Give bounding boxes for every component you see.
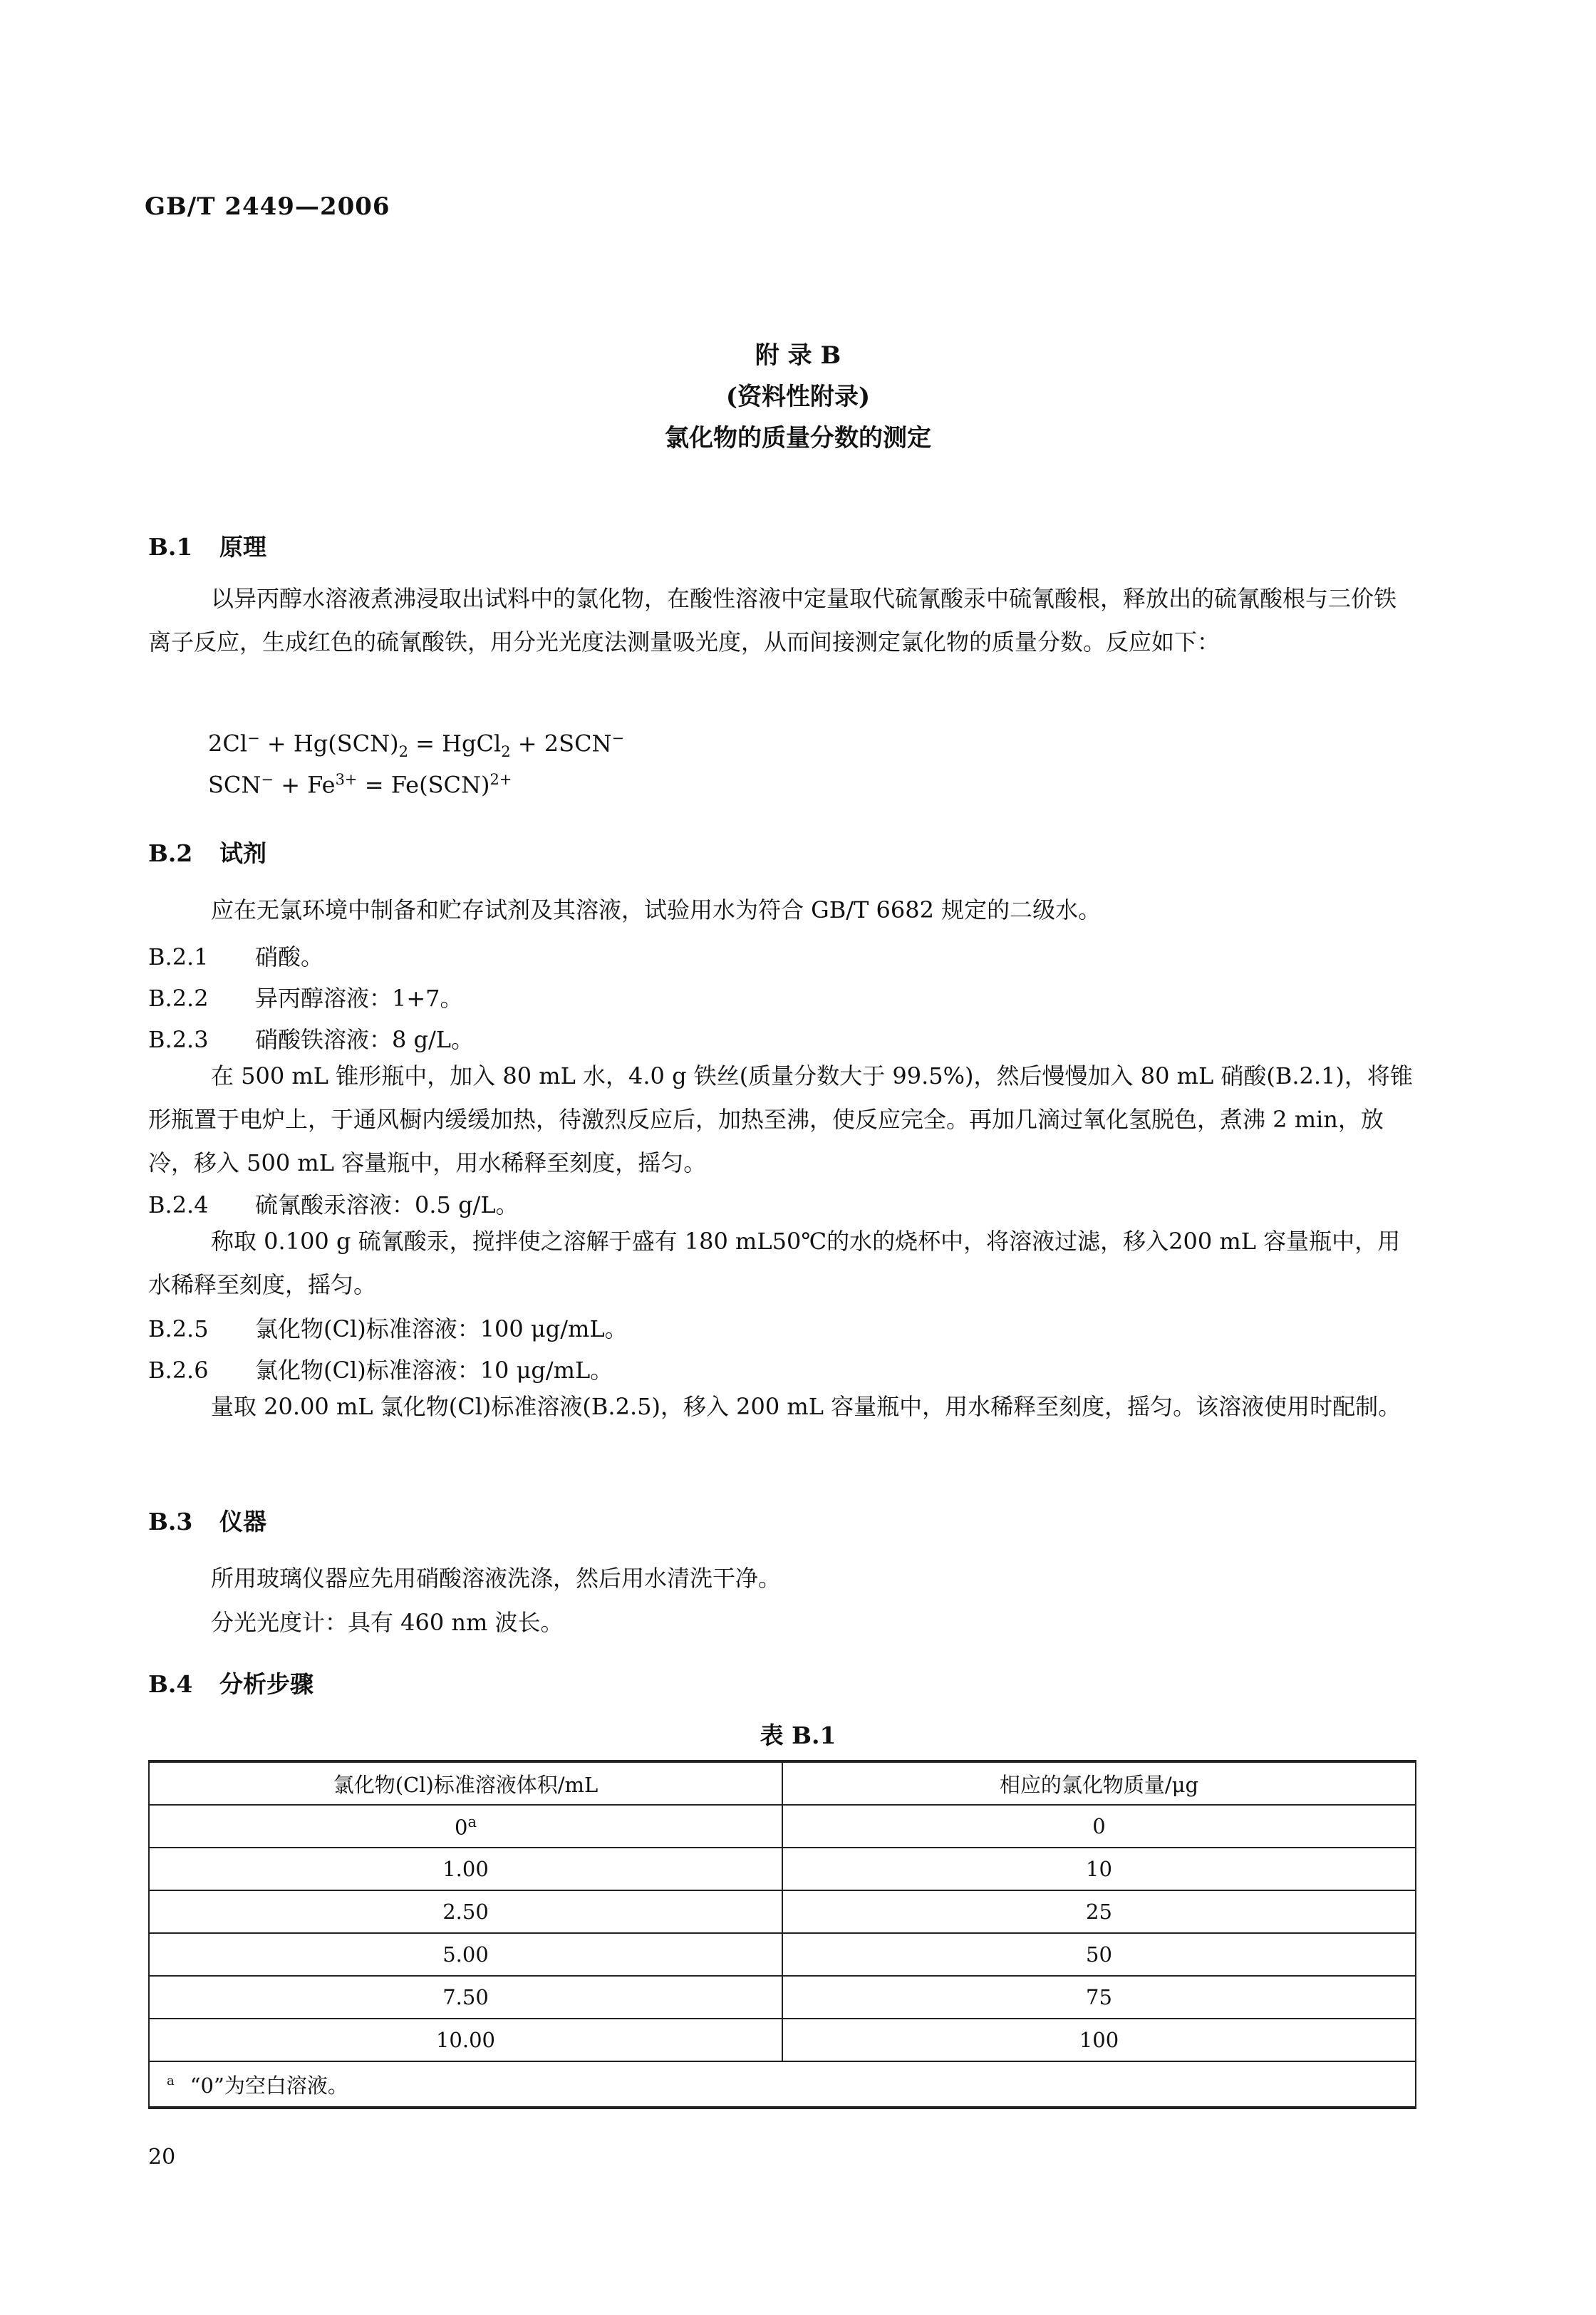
reagent-detail-b23: 在 500 mL 锥形瓶中，加入 80 mL 水，4.0 g 铁丝(质量分数大于 99.5%)，然后慢慢加入 80 mL 硝酸(B.2.1)，将锥形瓶置于电炉上，于通风橱内缓缓加热，待激烈反应后，加热至沸，使反应完全。再加几滴过氧化氢脱色，煮沸 2 min，放冷，移入 500 mL 容量瓶中，用水稀释至刻度，摇匀。: [148, 1062, 1413, 1176]
table-row: [149, 1805, 1416, 1848]
item-number: B.2.2: [148, 985, 209, 1012]
footnote-text: “0”为空白溶液。: [190, 2073, 348, 2098]
mass-cell: 50: [782, 1933, 1416, 1976]
item-text: 氯化物(Cl)标准溶液：10 μg/mL。: [255, 1357, 613, 1384]
reagent-detail-b26: 量取 20.00 mL 氯化物(Cl)标准溶液(B.2.5)，移入 200 mL 容量瓶中，用水稀释至刻度，摇匀。该溶液使用时配制。: [211, 1393, 1401, 1420]
mass-cell: 25: [782, 1890, 1416, 1933]
section-heading-b4: [148, 1666, 314, 1699]
volume-cell: 7.50: [149, 1976, 782, 2019]
standard-code: GB/T 2449—2006: [145, 192, 390, 221]
reagent-item: [148, 1022, 474, 1055]
item-text: 硝酸铁溶液：8 g/L。: [255, 1026, 475, 1053]
volume-cell: 2.50: [149, 1890, 782, 1933]
appendix-type: (资料性附录): [725, 383, 871, 411]
page-number: 20: [148, 2145, 176, 2170]
section-number: B.1: [148, 533, 193, 561]
appendix-label: 附 录 B: [755, 341, 841, 370]
item-text: 硝酸。: [255, 943, 324, 970]
column-header-mass: 相应的氯化物质量/μg: [782, 1761, 1416, 1805]
section-heading-b1: [148, 529, 266, 562]
apparatus-text-2: 分光光度计：具有 460 nm 波长。: [211, 1609, 564, 1636]
item-number: B.2.4: [148, 1191, 209, 1218]
reagent-detail-b24: 称取 0.100 g 硫氰酸汞，搅拌使之溶解于盛有 180 mL50℃的水的烧杯中，将溶液过滤，移入200 mL 容量瓶中，用水稀释至刻度，摇匀。: [148, 1228, 1401, 1298]
section-heading-b2: [148, 835, 266, 869]
table-row: [149, 2019, 1416, 2061]
item-text: 硫氰酸汞溶液：0.5 g/L。: [255, 1191, 519, 1218]
standard-solution-table: [148, 1760, 1416, 2109]
appendix-title: 氯化物的质量分数的测定: [665, 424, 931, 452]
section-number: B.3: [148, 1508, 193, 1535]
reagent-item: [148, 939, 323, 972]
item-number: B.2.5: [148, 1315, 209, 1342]
table-footnote: [149, 2061, 1416, 2108]
section-number: B.2: [148, 839, 193, 867]
apparatus-text-1: 所用玻璃仪器应先用硝酸溶液洗涤，然后用水清洗干净。: [211, 1565, 782, 1592]
item-number: B.2.3: [148, 1026, 209, 1053]
table-row: [149, 1976, 1416, 2019]
reaction-equation-1: $2Cl^- + Hg(SCN)_2$ = HgCl$_2$ + 2SCN−: [208, 730, 625, 761]
appendix-heading: [0, 335, 1596, 459]
reagent-item: [148, 1311, 628, 1344]
volume-cell: 5.00: [149, 1933, 782, 1976]
reagent-item: [148, 1352, 613, 1385]
reagents-intro: 应在无氯环境中制备和贮存试剂及其溶液，试验用水为符合 GB/T 6682 规定的二级水。: [211, 896, 1102, 923]
item-text: 氯化物(Cl)标准溶液：100 μg/mL。: [255, 1315, 628, 1342]
footnote-mark: a: [467, 1813, 477, 1830]
volume-value: 0: [455, 1815, 468, 1840]
table-row: [149, 1933, 1416, 1976]
reagent-item: [148, 1187, 519, 1220]
volume-cell: [149, 1805, 782, 1848]
reagent-item: [148, 980, 463, 1013]
column-header-volume: 氯化物(Cl)标准溶液体积/mL: [149, 1761, 782, 1805]
table-footnote-row: [149, 2061, 1416, 2108]
section-title: 仪器: [219, 1508, 266, 1535]
principle-text: 以异丙醇水溶液煮沸浸取出试料中的氯化物，在酸性溶液中定量取代硫氰酸汞中硫氰酸根，释放出的硫氰酸根与三价铁离子反应，生成红色的硫氰酸铁，用分光光度法测量吸光度，从而间接测定氯化物的质量分数。反应如下：: [148, 585, 1397, 656]
item-text: 异丙醇溶液：1+7。: [255, 985, 463, 1012]
volume-cell: 10.00: [149, 2019, 782, 2061]
item-number: B.2.6: [148, 1357, 209, 1384]
table-header-row: [149, 1761, 1416, 1805]
footnote-mark: a: [167, 2073, 175, 2088]
mass-cell: 100: [782, 2019, 1416, 2061]
section-heading-b3: [148, 1503, 266, 1537]
table-row: [149, 1848, 1416, 1890]
item-number: B.2.1: [148, 943, 209, 970]
mass-cell: 10: [782, 1848, 1416, 1890]
volume-cell: 1.00: [149, 1848, 782, 1890]
section-title: 分析步骤: [219, 1670, 314, 1698]
section-title: 试剂: [219, 839, 266, 867]
section-title: 原理: [219, 533, 266, 561]
mass-cell: 75: [782, 1976, 1416, 2019]
section-number: B.4: [148, 1670, 193, 1698]
reaction-equation-2: $SCN^- + Fe^{3+} = Fe(SCN)^{2+}$: [208, 771, 512, 799]
table-caption: 表 B.1: [760, 1721, 836, 1749]
table-row: [149, 1890, 1416, 1933]
mass-cell: 0: [782, 1805, 1416, 1848]
